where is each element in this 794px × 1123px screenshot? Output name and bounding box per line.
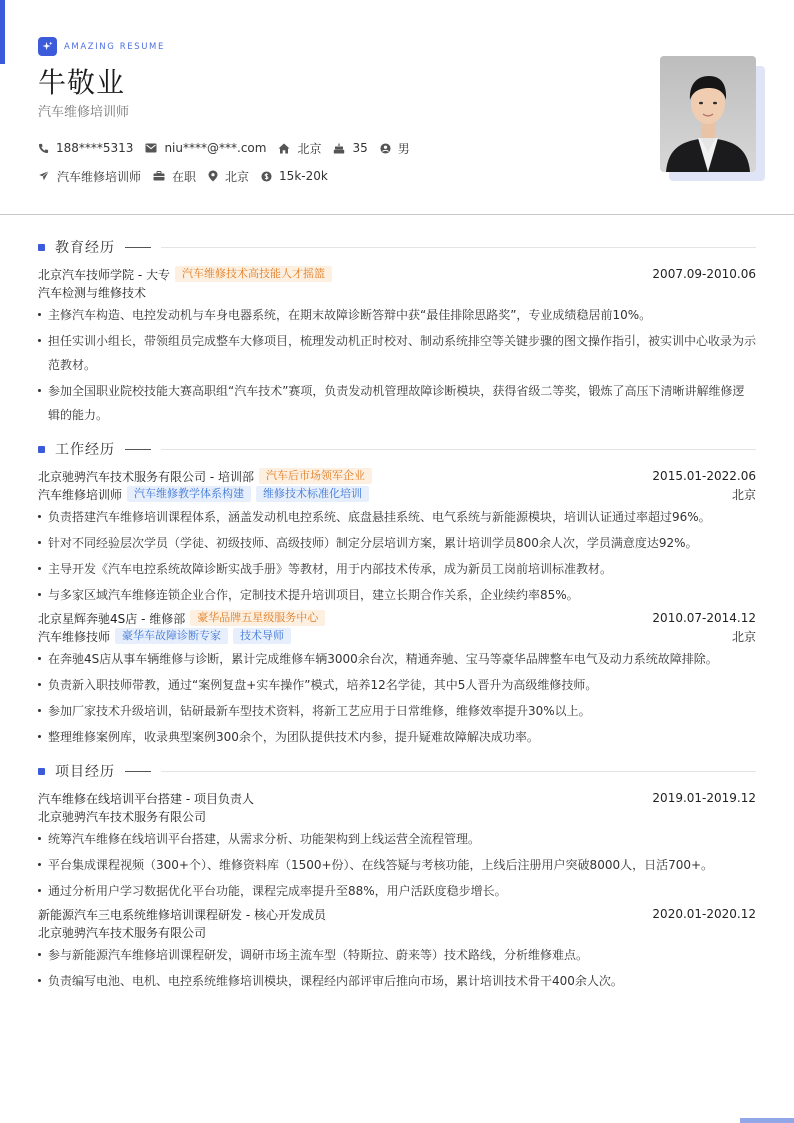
bullet-list	[38, 303, 756, 427]
company-tag: 豪华品牌五星级服务中心	[190, 610, 325, 626]
city-text: 北京	[297, 141, 322, 156]
target-position-item	[38, 168, 141, 185]
entry-header	[38, 609, 756, 627]
top-left-accent-bar	[0, 0, 5, 64]
candidate-name: 牛敬业	[38, 66, 126, 99]
bottom-right-accent-bar	[740, 1118, 794, 1123]
age-text: 35	[352, 141, 368, 155]
bullet-item: 通过分析用户学习数据优化平台功能，课程完成率提升至88%，用户活跃度稳步增长。	[38, 879, 756, 903]
bullet-item: 与多家区域汽车维修连锁企业合作，定制技术提升培训项目，建立长期合作关系，企业续约率85%。	[38, 583, 756, 607]
entry-date: 2019.01-2019.12	[652, 791, 756, 805]
salary-text: 15k-20k	[279, 169, 328, 183]
company-name: 北京星辉奔驰4S店 - 维修部	[38, 611, 186, 626]
briefcase-icon	[153, 171, 165, 181]
role-name: 汽车维修培训师	[38, 487, 123, 502]
email-text: niu****@***.com	[164, 141, 267, 155]
bullet-list	[38, 647, 756, 749]
entry-left	[38, 628, 291, 645]
school-tag: 汽车维修技术高技能人才摇篮	[175, 266, 332, 282]
project-company: 北京驰骋汽车技术服务有限公司	[38, 809, 207, 824]
sparkle-icon	[38, 37, 57, 56]
user-icon	[380, 143, 391, 154]
work-section	[38, 439, 756, 749]
home-icon	[278, 143, 290, 154]
cake-icon	[333, 143, 345, 154]
entry-left	[38, 486, 369, 503]
section-dash	[125, 771, 151, 772]
section-marker	[38, 446, 45, 453]
gender-text: 男	[397, 141, 410, 156]
section-title: 工作经历	[55, 442, 115, 458]
phone-text: 188****5313	[56, 141, 134, 155]
entry-left	[38, 610, 325, 627]
city-item	[278, 140, 321, 157]
role-tag: 豪华车故障诊断专家	[115, 628, 228, 644]
entry-subrow	[38, 485, 756, 503]
bullet-item: 担任实训小组长，带领组员完成整车大修项目，梳理发动机正时校对、制动系统排空等关键步骤的图文操作指引，被实训中心收录为示范教材。	[38, 329, 756, 377]
resume-body	[38, 237, 756, 1005]
education-section	[38, 237, 756, 427]
mail-icon	[145, 143, 157, 153]
bullet-item: 整理维修案例库，收录典型案例300余个，为团队提供技术内参，提升疑难故障解决成功率。	[38, 725, 756, 749]
resume-header	[38, 37, 638, 185]
section-dash	[125, 449, 151, 450]
entry-header	[38, 905, 756, 923]
brand-text: AMAZING RESUME	[64, 41, 165, 52]
bullet-list	[38, 943, 756, 993]
project-entry	[38, 789, 756, 903]
section-marker	[38, 768, 45, 775]
role-tag: 技术导师	[233, 628, 291, 644]
school-name: 北京汽车技师学院 - 大专	[38, 267, 170, 282]
bullet-item: 针对不同经验层次学员（学徒、初级技师、高级技师）制定分层培训方案，累计培训学员800余人次，学员满意度达92%。	[38, 531, 756, 555]
bullet-item: 负责搭建汽车维修培训课程体系，涵盖发动机电控系统、底盘悬挂系统、电气系统与新能源模块，培训认证通过率超过96%。	[38, 505, 756, 529]
phone-item	[38, 141, 133, 155]
bullet-item: 负责新入职技师带教，通过“案例复盘+实车操作”模式，培养12名学徒，其中5人晋升为高级维修技师。	[38, 673, 756, 697]
bullet-list	[38, 505, 756, 607]
major-name: 汽车检测与维修技术	[38, 285, 147, 300]
section-dash	[125, 247, 151, 248]
header-divider	[0, 214, 794, 215]
candidate-title: 汽车维修培训师	[38, 105, 130, 120]
email-item	[145, 141, 266, 155]
entry-header	[38, 265, 756, 283]
entry-location: 北京	[731, 487, 756, 502]
role-tag: 汽车维修教学体系构建	[127, 486, 251, 502]
project-name: 新能源汽车三电系统维修培训课程研发 - 核心开发成员	[38, 907, 326, 922]
company-tag: 汽车后市场领军企业	[259, 468, 372, 484]
work-entry	[38, 609, 756, 749]
entry-header	[38, 467, 756, 485]
role-name: 汽车维修技师	[38, 629, 111, 644]
role-tag: 维修技术标准化培训	[256, 486, 369, 502]
entry-date: 2007.09-2010.06	[652, 267, 756, 281]
gender-item	[380, 140, 410, 157]
status-text: 在职	[172, 169, 197, 184]
entry-subrow	[38, 923, 756, 941]
section-rule	[161, 247, 756, 248]
profile-photo	[660, 56, 756, 172]
bullet-item: 负责编写电池、电机、电控系统维修培训模块，课程经内部评审后推向市场，累计培训技术骨干400余人次。	[38, 969, 756, 993]
section-rule	[161, 771, 756, 772]
bullet-list	[38, 827, 756, 903]
status-item	[153, 168, 196, 185]
bullet-item: 平台集成课程视频（300+个）、维修资料库（1500+份）、在线答疑与考核功能，上线后注册用户突破8000人，日活700+。	[38, 853, 756, 877]
phone-icon	[38, 143, 49, 154]
age-item	[333, 141, 367, 155]
entry-subrow	[38, 627, 756, 645]
location-pin-icon	[208, 170, 218, 182]
entry-date: 2015.01-2022.06	[652, 469, 756, 483]
target-position-text: 汽车维修培训师	[57, 169, 142, 184]
bullet-item: 主导开发《汽车电控系统故障诊断实战手册》等教材，用于内部技术传承，成为新员工岗前培训标准教材。	[38, 557, 756, 581]
education-entry	[38, 265, 756, 427]
bullet-item: 统筹汽车维修在线培训平台搭建，从需求分析、功能架构到上线运营全流程管理。	[38, 827, 756, 851]
entry-date: 2010.07-2014.12	[652, 611, 756, 625]
section-header	[38, 439, 756, 459]
project-name: 汽车维修在线培训平台搭建 - 项目负责人	[38, 791, 254, 806]
entry-left	[38, 468, 372, 485]
bullet-item: 在奔驰4S店从事车辆维修与诊断，累计完成维修车辆3000余台次，精通奔驰、宝马等豪华品牌整车电气及动力系统故障排除。	[38, 647, 756, 671]
job-intent-row	[38, 167, 638, 185]
projects-section	[38, 761, 756, 993]
work-entry	[38, 467, 756, 607]
paper-plane-icon	[38, 170, 50, 182]
bullet-item: 主修汽车构造、电控发动机与车身电器系统，在期末故障诊断答辩中获“最佳排除思路奖”，专业成绩稳居前10%。	[38, 303, 756, 327]
target-city-item	[208, 168, 249, 185]
section-rule	[161, 449, 756, 450]
entry-header	[38, 789, 756, 807]
brand	[38, 37, 638, 56]
section-title: 项目经历	[55, 764, 115, 780]
bullet-item: 参加厂家技术升级培训，钻研最新车型技术资料，将新工艺应用于日常维修，维修效率提升30%以上。	[38, 699, 756, 723]
section-header	[38, 761, 756, 781]
entry-left	[38, 266, 332, 283]
bullet-item: 参加全国职业院校技能大赛高职组“汽车技术”赛项，负责发动机管理故障诊断模块，获得省级二等奖，锻炼了高压下清晰讲解维修逻辑的能力。	[38, 379, 756, 427]
entry-subrow	[38, 807, 756, 825]
company-name: 北京驰骋汽车技术服务有限公司 - 培训部	[38, 469, 254, 484]
section-title: 教育经历	[55, 240, 115, 256]
project-entry	[38, 905, 756, 993]
entry-subrow	[38, 283, 756, 301]
section-marker	[38, 244, 45, 251]
entry-location: 北京	[731, 629, 756, 644]
section-header	[38, 237, 756, 257]
entry-date: 2020.01-2020.12	[652, 907, 756, 921]
contact-row	[38, 139, 638, 157]
project-company: 北京驰骋汽车技术服务有限公司	[38, 925, 207, 940]
bullet-item: 参与新能源汽车维修培训课程研发，调研市场主流车型（特斯拉、蔚来等）技术路线，分析维修难点。	[38, 943, 756, 967]
target-city-text: 北京	[225, 169, 250, 184]
money-icon	[261, 171, 272, 182]
salary-item	[261, 169, 328, 183]
